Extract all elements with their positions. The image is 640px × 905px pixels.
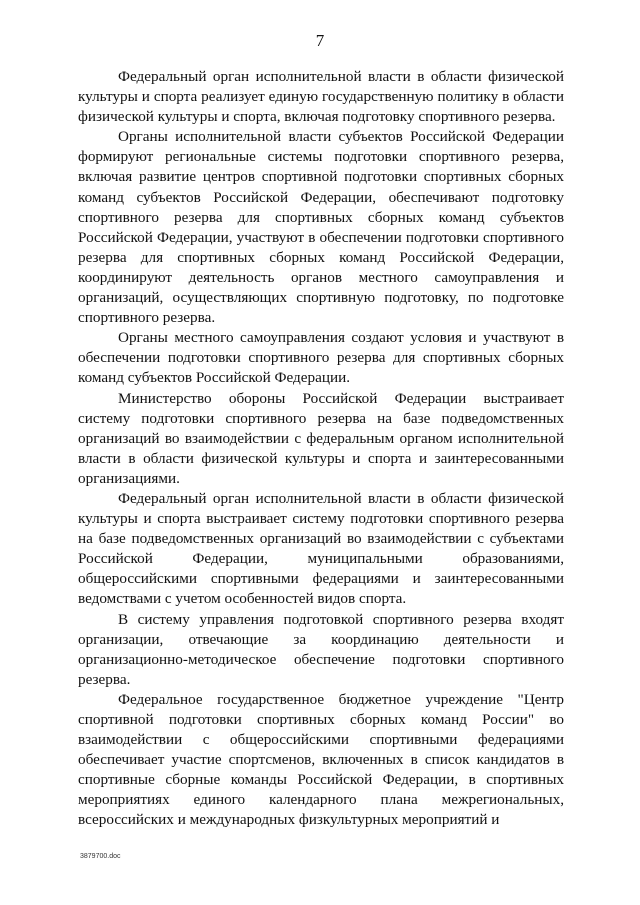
paragraph: Федеральное государственное бюджетное учреждение "Центр спортивной подготовки спортивных сборных команд России" во взаимодействии с общероссийскими спортивными федерациями обеспечивает участие спортсменов, включенных в список кандидатов в спортивные сборные команды Российской Федерации, в спортивных мероприятиях единого календарного плана межрегиональных, всероссийских и международных физкультурных мероприятий и [78, 690, 564, 829]
footer-file-code: 3879700.doc [80, 853, 121, 860]
paragraph: В систему управления подготовкой спортивного резерва входят организации, отвечающие за координацию деятельности и организационно-методическое обеспечение подготовки спортивного резерва. [78, 610, 564, 688]
document-body [78, 67, 564, 831]
paragraph: Органы местного самоуправления создают условия и участвуют в обеспечении подготовки спортивного резерва для спортивных сборных команд субъектов Российской Федерации. [78, 329, 564, 387]
paragraph: Органы исполнительной власти субъектов Российской Федерации формируют региональные системы подготовки спортивного резерва, включая развитие центров спортивной подготовки спортивных сборных команд субъектов Российской Федерации, обеспечивают подготовку спортивного резерва для спортивных сборных команд субъектов Российской Федерации, участвуют в обеспечении подготовки спортивного резерва для спортивных сборных команд Российской Федерации, координируют деятельность органов местного самоуправления и организаций, осуществляющих спортивную подготовку, по подготовке спортивного резерва. [78, 128, 564, 327]
paragraph: Федеральный орган исполнительной власти в области физической культуры и спорта реализует единую государственную политику в области физической культуры и спорта, включая подготовку спортивного резерва. [78, 68, 564, 126]
paragraph: Федеральный орган исполнительной власти в области физической культуры и спорта выстраивает систему подготовки спортивного резерва на базе подведомственных организаций во взаимодействии с субъектами Российской Федерации, муниципальными образованиями, общероссийскими спортивными федерациями и заинтересованными ведомствами с учетом особенностей видов спорта. [78, 489, 564, 608]
paragraph: Министерство обороны Российской Федерации выстраивает систему подготовки спортивного резерва на базе подведомственных организаций во взаимодействии с федеральным органом исполнительной власти в области физической культуры и спорта и заинтересованными организациями. [78, 389, 564, 487]
page-number: 7 [315, 31, 325, 50]
